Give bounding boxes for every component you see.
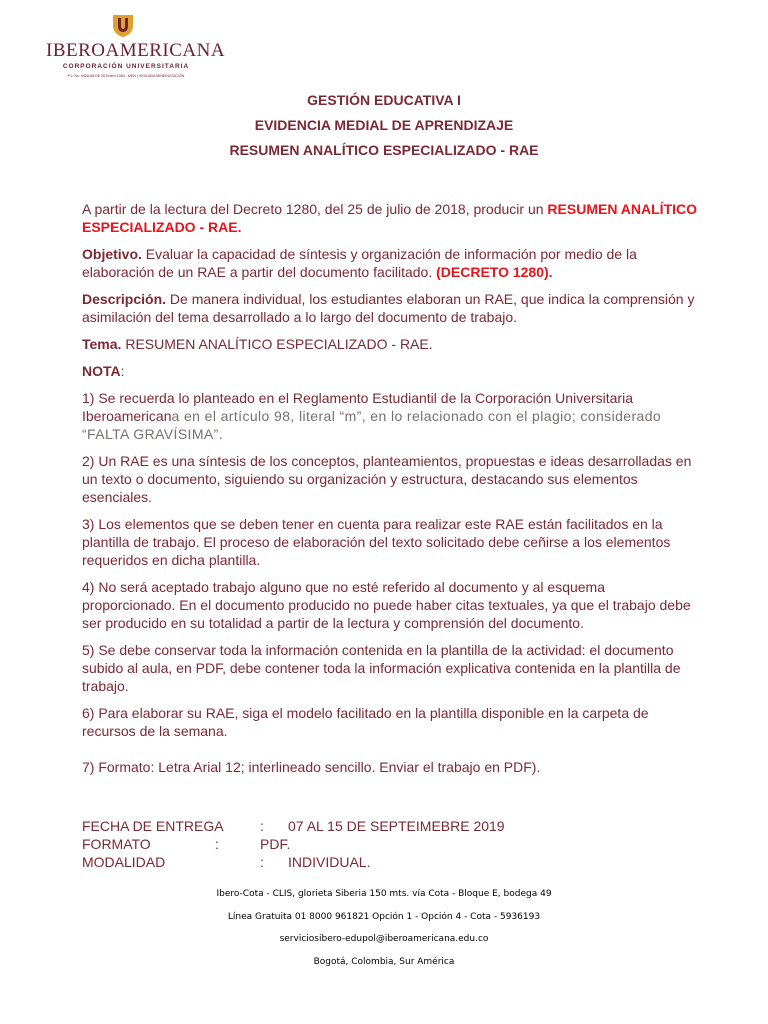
tema-label: Tema. [82,336,122,352]
logo-subtitle: CORPORACIÓN UNIVERSITARIA [62,63,190,70]
tema-text: RESUMEN ANALÍTICO ESPECIALIZADO - RAE. [121,336,433,352]
delivery-colon: : [215,836,219,852]
objetivo-highlight: (DECRETO 1280). [436,264,553,280]
descripcion-paragraph [82,290,702,326]
heading-evidence: EVIDENCIA MEDIAL DE APRENDIZAJE [254,117,514,133]
nota-item-1-continuation: a en el artículo 98, literal “m”, en lo relacionado con el plagio; considerado “FALTA GRAVÍSIMA”. [82,408,662,442]
heading-rae: RESUMEN ANALÍTICO ESPECIALIZADO - RAE [229,142,539,158]
intro-text: A partir de la lectura del Decreto 1280, del 25 de julio de 2018, producir un [82,201,548,217]
nota-colon: : [120,363,125,379]
document-body [82,200,702,785]
intro-highlight: RESUMEN ANALÍTICO ESPECIALIZADO - RAE. [82,201,698,235]
objetivo-paragraph [82,245,702,281]
page-footer [0,886,768,976]
intro-paragraph [82,200,702,236]
footer-location: Bogotá, Colombia, Sur América [313,956,455,967]
delivery-info [82,817,582,871]
nota-item-4: 4) No será aceptado trabajo alguno que no esté referido al documento y al esquema proporcionado. En el documento producido no puede haber citas textuales, ya que el trabajo debe ser producido en su totalidad a partir de la lectura y comprensión del documento. [82,579,691,631]
delivery-row [82,853,582,871]
delivery-value: 07 AL 15 DE SEPTEIMEBRE 2019 [288,818,505,834]
delivery-key: FORMATO [82,836,151,852]
delivery-row [82,835,582,853]
delivery-colon: : [260,818,264,834]
delivery-value: PDF. [260,836,291,852]
delivery-value: INDIVIDUAL. [288,854,371,870]
nota-heading [82,362,702,380]
tema-paragraph [82,335,702,353]
logo-legal-text: P.J. No. 0428-68 DE 26 Enero 1983 - MEN | VIGILADA MINEDUCACIÓN [67,74,185,78]
delivery-colon: : [260,854,264,870]
nota-label: NOTA [82,363,121,379]
descripcion-label: Descripción. [82,291,167,307]
objetivo-label: Objetivo. [82,246,142,262]
objetivo-text: Evaluar la capacidad de síntesis y organización de información por medio de la elaboración de un RAE a partir del documento facilitado. [82,246,637,280]
footer-phone: Línea Gratuita 01 8000 961821 Opción 1 - Opción 4 - Cota - 5936193 [227,911,541,922]
descripcion-text: De manera individual, los estudiantes elaboran un RAE, que indica la comprensión y asimilación del tema desarrollado a lo largo del documento de trabajo. [82,291,695,325]
nota-item-7: 7) Formato: Letra Arial 12; interlineado sencillo. Enviar el trabajo en PDF). [82,759,541,775]
institution-logo [46,14,226,84]
nota-item-6: 6) Para elaborar su RAE, siga el modelo facilitado en la plantilla disponible en la carpeta de recursos de la semana. [82,705,649,739]
footer-address: Ibero-Cota - CLIS, glorieta Siberia 150 mts. vía Cota - Bloque E, bodega 49 [216,889,552,899]
heading-course: GESTIÓN EDUCATIVA I [307,92,461,108]
document-headings [0,92,768,167]
shield-logo-icon [112,14,134,38]
logo-name: IBEROAMERICANA [46,40,226,61]
nota-item-1-text: 1) Se recuerda lo planteado en el Reglamento Estudiantil de la Corporación Universitaria Iberoamerican [82,390,633,424]
delivery-key: MODALIDAD [82,854,166,870]
nota-item-5: 5) Se debe conservar toda la información contenida en la plantilla de la actividad: el documento subido al aula, en PDF, debe contener toda la información explicativa contenida en la plantilla de trabajo. [82,642,681,694]
nota-item-3: 3) Los elementos que se deben tener en cuenta para realizar este RAE están facilitados en la plantilla de trabajo. El proceso de elaboración del texto solicitado debe ceñirse a los elementos requeridos en dicha plantilla. [82,516,671,568]
delivery-row [82,817,582,835]
footer-email: serviciosibero-edupol@iberoamericana.edu.co [279,934,489,944]
nota-item-1 [82,389,702,443]
nota-item-2: 2) Un RAE es una síntesis de los conceptos, planteamientos, propuestas e ideas desarrolladas en un texto o documento, siguiendo su organización y estructura, destacando sus elementos esenciales. [82,453,692,505]
delivery-key: FECHA DE ENTREGA [82,818,224,834]
